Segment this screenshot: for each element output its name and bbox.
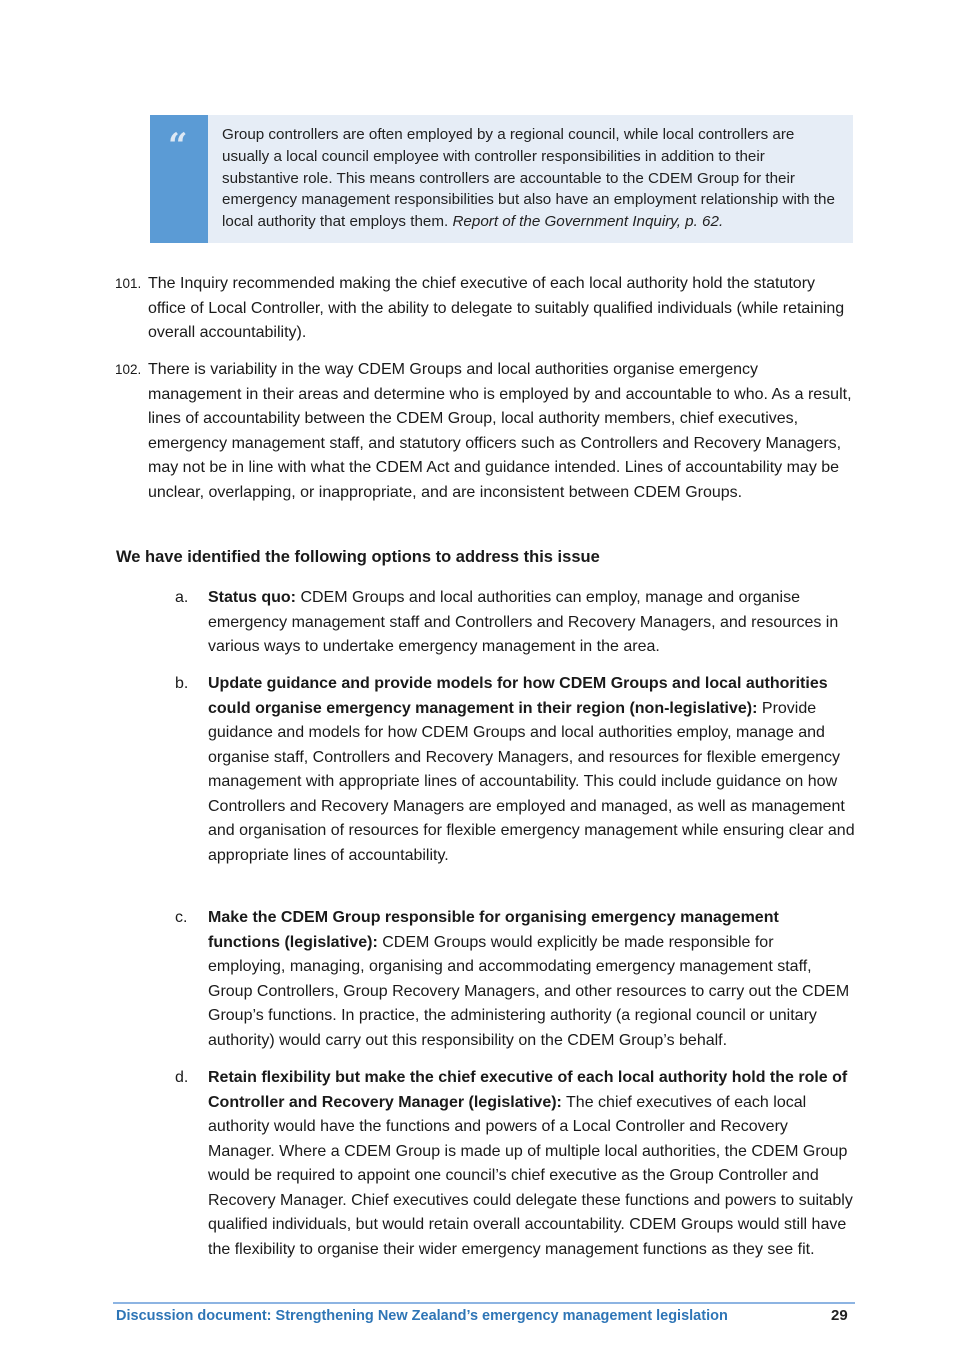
option-text: Provide guidance and models for how CDEM Groups and local authorities employ, manage and organise staff, Controllers and Recovery Managers, and resources for flexible emergency management with appropriate lines of accountability. This could include guidance on how Controllers and Recovery Managers are employed and managed, as well as management and organisation of resources for flexible emergency management while ensuring clear and appropriate lines of accountability. xyxy=(208,699,855,864)
quote-bar xyxy=(150,115,208,243)
paragraph-text: There is variability in the way CDEM Groups and local authorities organise emergency management in their areas and determine who is employed by and accountable to who. As a result, lines of accountability between the CDEM Group, local authority members, chief executives, emergency management staff, and statutory officers such as Controllers and Recovery Managers, may not be in line with what the CDEM Act and guidance intended. Lines of accountability may be unclear, overlapping, or inappropriate, and are inconsistent between CDEM Groups. xyxy=(148,361,852,501)
quote-body: Group controllers are often employed by a regional council, while local controllers are usually a local council employee with controller responsibilities in addition to their substantive role. This means controllers are accountable to the CDEM Group for their emergency management responsibilities but also have an employment relationship with the local authority that employs them. xyxy=(222,126,835,231)
paragraph-102 xyxy=(115,358,855,505)
option-d xyxy=(175,1066,855,1262)
option-letter: b. xyxy=(175,675,189,692)
paragraph-number: 102. xyxy=(115,362,142,377)
quote-citation: Report of the Government Inquiry, p. 62. xyxy=(452,213,724,231)
option-letter: d. xyxy=(175,1069,189,1086)
footer-title: Discussion document: Strengthening New Zealand’s emergency management legislation xyxy=(116,1308,728,1324)
option-text: CDEM Groups and local authorities can employ, manage and organise emergency management staff and Controllers and Recovery Managers, and resources in various ways to undertake emergency management in the area. xyxy=(208,589,839,655)
option-body xyxy=(208,1066,855,1262)
option-body xyxy=(208,586,855,660)
option-body xyxy=(208,906,855,1053)
quote-text xyxy=(208,115,853,243)
options-heading: We have identified the following options to address this issue xyxy=(116,548,600,566)
option-b xyxy=(175,672,855,868)
option-letter: c. xyxy=(175,909,188,926)
paragraph-101 xyxy=(115,272,855,346)
option-text: CDEM Groups would explicitly be made responsible for employing, managing, organising and accommodating emergency management staff, Group Controllers, Group Recovery Managers, and other resources to carry out the CDEM Group’s functions. In practice, the administering authority (a regional council or unitary authority) would carry out this responsibility on the CDEM Group’s behalf. xyxy=(208,933,850,1049)
quote-mark-icon: “ xyxy=(168,126,188,166)
option-title: Status quo: xyxy=(208,589,296,606)
option-title: Make the CDEM Group responsible for organising emergency management functions (legislative): xyxy=(208,909,779,951)
page-number: 29 xyxy=(831,1307,848,1324)
option-title: Update guidance and provide models for how CDEM Groups and local authorities could organise emergency management in their region (non-legislative): xyxy=(208,675,828,717)
paragraph-text: The Inquiry recommended making the chief executive of each local authority hold the statutory office of Local Controller, with the ability to delegate to suitably qualified individuals (while retaining overall accountability). xyxy=(148,275,845,341)
option-letter: a. xyxy=(175,589,189,606)
option-c xyxy=(175,906,855,1053)
quote-box xyxy=(150,115,853,243)
option-text: The chief executives of each local authority would have the functions and powers of a Local Controller and Recovery Manager. Where a CDEM Group is made up of multiple local authorities, the CDEM Group would be required to appoint one council’s chief executive as the Group Controller and Recovery Manager. Chief executives could delegate these functions and powers to suitably qualified individuals, but would retain overall accountability. CDEM Groups would still have the flexibility to organise their wider emergency management functions as they see fit. xyxy=(208,1093,853,1258)
footer-divider xyxy=(113,1302,855,1304)
option-body xyxy=(208,672,855,868)
paragraph-number: 101. xyxy=(115,276,142,291)
option-title: Retain flexibility but make the chief executive of each local authority hold the role of Controller and Recovery Manager (legislative): xyxy=(208,1069,848,1111)
option-a xyxy=(175,586,855,660)
